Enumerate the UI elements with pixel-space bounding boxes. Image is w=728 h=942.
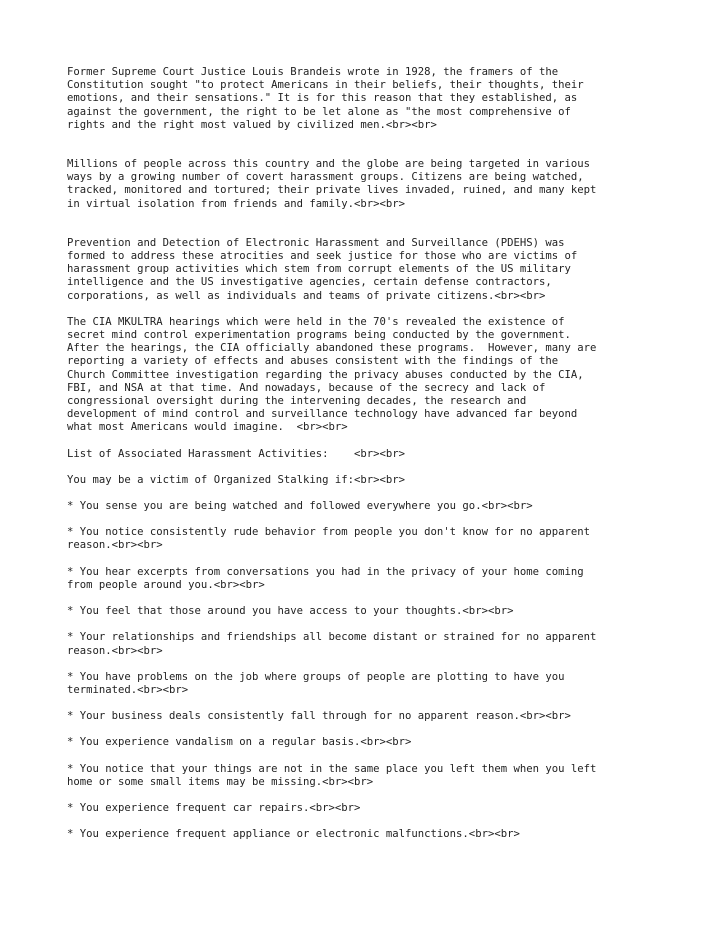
list-item: * You have problems on the job where groups of people are plotting to have you terminated.<br><br>: [67, 670, 565, 696]
list-intro: You may be a victim of Organized Stalking if:<br><br>: [67, 473, 406, 486]
paragraph-mkultra-hearings: The CIA MKULTRA hearings which were held in the 70's revealed the existence of secret mind control experimentation programs being conducted by the government. After the hearings, the CIA officially abandoned these programs. However, many are reporting a variety of effects and abuses consistent with the findings of the Church Committee investigation regarding the privacy abuses conducted by the CIA, FBI, and NSA at that time. And nowadays, because of the secrecy and lack of congressional oversight during the intervening decades, the research and development of mind control and surveillance technology have advanced far beyond what most Americans would imagine. <br><br>: [67, 315, 597, 434]
list-item: * You feel that those around you have access to your thoughts.<br><br>: [67, 605, 514, 618]
paragraph-spacer: [67, 132, 677, 158]
paragraph-targeted-millions: Millions of people across this country and the globe are being targeted in various ways by a growing number of covert harassment groups. Citizens are being watched, tracked, monitored and tortured; their private lives invaded, ruined, and many kept in virtual isolation from friends and family.<br><br>: [67, 158, 597, 210]
paragraph-spacer: [67, 303, 677, 316]
paragraph-spacer: [67, 487, 677, 500]
paragraph-spacer: [67, 461, 677, 474]
paragraph-pdehs-formation: Prevention and Detection of Electronic Harassment and Surveillance (PDEHS) was formed to address these atrocities and seek justice for those who are victims of harassment group activities which stem from corrupt elements of the US military intelligence and the US investigative agencies, certain defense contractors, corporations, as well as individuals and teams of private citizens.<br><br>: [67, 236, 578, 302]
paragraph-spacer: [67, 815, 677, 828]
list-heading: List of Associated Harassment Activities: <br><br>: [67, 447, 406, 460]
list-item: * Your business deals consistently fall through for no apparent reason.<br><br>: [67, 710, 571, 723]
list-item: * You experience frequent car repairs.<br><br>: [67, 801, 361, 814]
list-item: * Your relationships and friendships all become distant or strained for no apparent reason.<br><br>: [67, 631, 597, 657]
paragraph-spacer: [67, 723, 677, 736]
list-item: * You sense you are being watched and followed everywhere you go.<br><br>: [67, 500, 533, 513]
list-item: * You notice consistently rude behavior from people you don't know for no apparent reason.<br><br>: [67, 526, 590, 552]
paragraph-spacer: [67, 435, 677, 448]
paragraph-spacer: [67, 697, 677, 710]
paragraph-spacer: [67, 553, 677, 566]
paragraph-spacer: [67, 592, 677, 605]
paragraph-brandeis-quote: Former Supreme Court Justice Louis Brandeis wrote in 1928, the framers of the Constitution sought "to protect Americans in their beliefs, their thoughts, their emotions, and their sensations." It is for this reason that they established, as against the government, the right to be let alone as "the most comprehensive of rights and the right most valued by civilized men.<br><br>: [67, 66, 584, 131]
list-item: * You notice that your things are not in the same place you left them when you left home or some small items may be missing.<br><br>: [67, 762, 597, 788]
paragraph-spacer: [67, 658, 677, 671]
document-body: [67, 66, 677, 841]
paragraph-spacer: [67, 750, 677, 763]
list-item: * You hear excerpts from conversations you had in the privacy of your home coming from people around you.<br><br>: [67, 565, 584, 591]
list-item: * You experience frequent appliance or electronic malfunctions.<br><br>: [67, 828, 520, 841]
paragraph-spacer: [67, 513, 677, 526]
paragraph-spacer: [67, 211, 677, 237]
paragraph-spacer: [67, 789, 677, 802]
paragraph-spacer: [67, 618, 677, 631]
list-item: * You experience vandalism on a regular basis.<br><br>: [67, 736, 412, 749]
